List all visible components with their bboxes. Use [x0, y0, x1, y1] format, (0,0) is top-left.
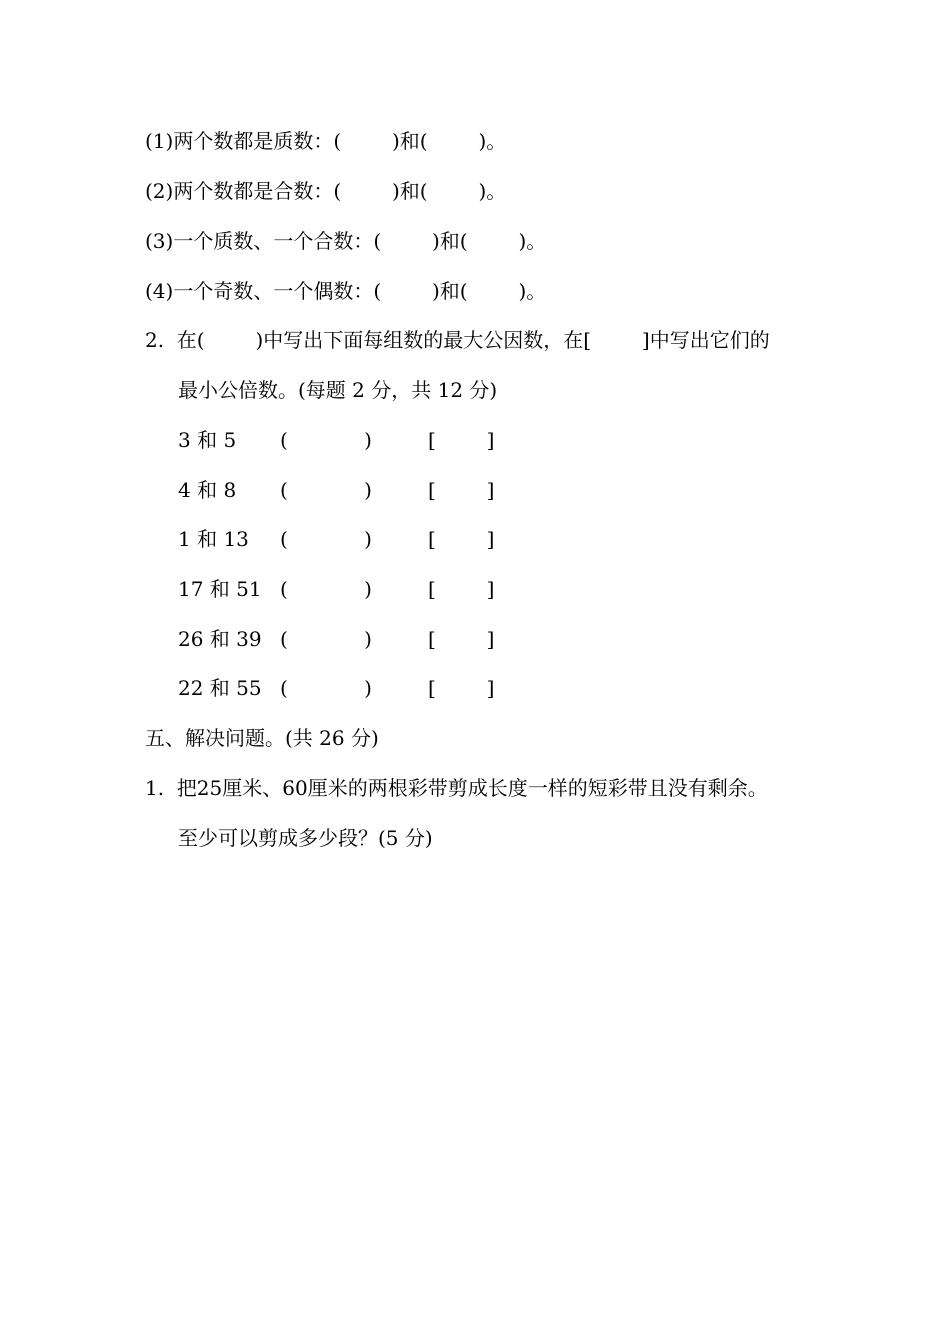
- pair-label: 26 和 39: [178, 627, 262, 651]
- problem-1-line-2: 至少可以剪成多少段？(5 分): [178, 826, 433, 850]
- gcd-blank[interactable]: ( ): [280, 478, 372, 502]
- question-2-line-2: 最小公倍数。(每题 2 分，共 12 分): [178, 378, 498, 402]
- pair-label: 22 和 55: [178, 676, 262, 700]
- gcd-blank[interactable]: ( ): [280, 577, 372, 601]
- lcm-blank[interactable]: [ ]: [428, 676, 495, 700]
- lcm-blank[interactable]: [ ]: [428, 478, 495, 502]
- fill-item-3: (3)一个质数、一个合数：( )和( )。: [145, 229, 547, 253]
- fill-item-1: (1)两个数都是质数：( )和( )。: [145, 129, 507, 153]
- gcd-blank[interactable]: ( ): [280, 627, 372, 651]
- gcd-blank[interactable]: ( ): [280, 428, 372, 452]
- pair-label: 4 和 8: [178, 478, 237, 502]
- pair-label: 1 和 13: [178, 527, 249, 551]
- gcd-blank[interactable]: ( ): [280, 676, 372, 700]
- pair-label: 3 和 5: [178, 428, 237, 452]
- fill-item-4: (4)一个奇数、一个偶数：( )和( )。: [145, 279, 547, 303]
- fill-item-2: (2)两个数都是合数：( )和( )。: [145, 179, 507, 203]
- section-5-heading: 五、解决问题。(共 26 分): [145, 726, 379, 750]
- lcm-blank[interactable]: [ ]: [428, 428, 495, 452]
- question-2-line-1: 2. 在( )中写出下面每组数的最大公因数，在[ ]中写出它们的: [145, 328, 770, 352]
- gcd-blank[interactable]: ( ): [280, 527, 372, 551]
- lcm-blank[interactable]: [ ]: [428, 577, 495, 601]
- problem-1-line-1: 1. 把25厘米、60厘米的两根彩带剪成长度一样的短彩带且没有剩余。: [145, 776, 768, 800]
- pair-label: 17 和 51: [178, 577, 262, 601]
- lcm-blank[interactable]: [ ]: [428, 627, 495, 651]
- lcm-blank[interactable]: [ ]: [428, 527, 495, 551]
